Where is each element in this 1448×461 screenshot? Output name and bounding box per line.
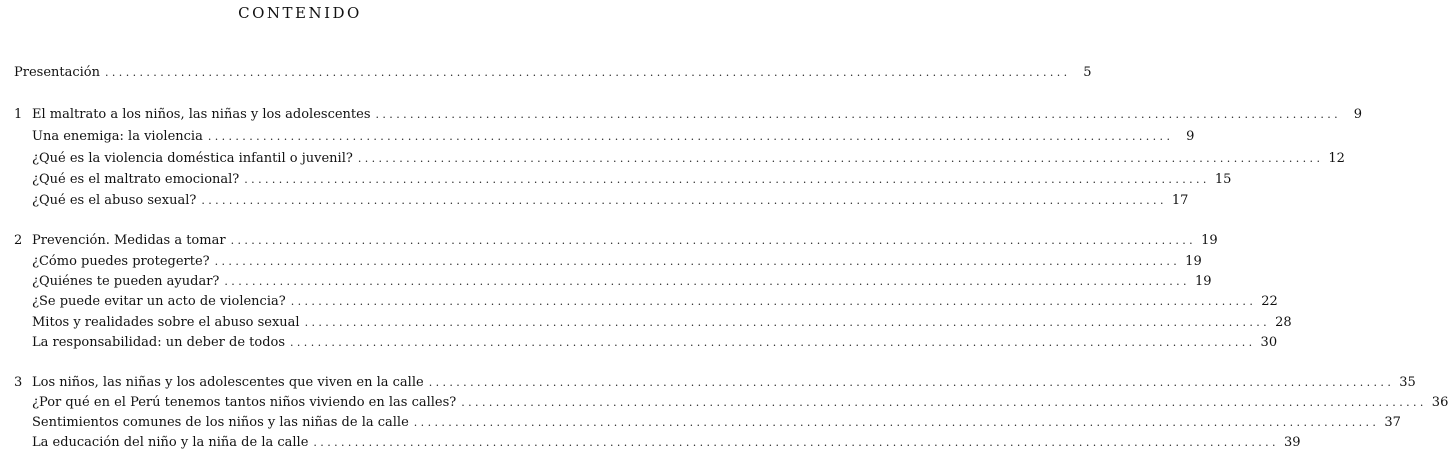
dot-leader: ............................................................................................................................................ bbox=[428, 376, 1395, 389]
entry-title: Prevención. Medidas a tomar bbox=[32, 233, 226, 248]
chapter-number: 2 bbox=[14, 233, 23, 248]
toc-entry[interactable] bbox=[32, 393, 1448, 411]
dot-leader: ............................................................................................................................................ bbox=[224, 275, 1190, 288]
dot-leader: ............................................................................................................................................ bbox=[461, 396, 1427, 409]
toc-entry[interactable] bbox=[32, 191, 1189, 209]
entry-title: ¿Quiénes te pueden ayudar? bbox=[32, 274, 220, 289]
chapter-number: 1 bbox=[14, 107, 23, 122]
dot-leader: ............................................................................................................................................ bbox=[105, 66, 1071, 79]
entry-title: Sentimientos comunes de los niños y las niñas de la calle bbox=[32, 415, 409, 430]
entry-title: ¿Qué es el abuso sexual? bbox=[32, 193, 197, 208]
entry-title: Mitos y realidades sobre el abuso sexual bbox=[32, 315, 300, 330]
chapter-number: 3 bbox=[14, 375, 23, 390]
entry-page: 12 bbox=[1328, 151, 1345, 166]
toc-entry[interactable] bbox=[32, 170, 1232, 188]
toc-entry[interactable] bbox=[32, 127, 1195, 145]
toc-entry[interactable] bbox=[32, 272, 1212, 290]
entry-title: La educación del niño y la niña de la calle bbox=[32, 435, 309, 450]
entry-page: 30 bbox=[1260, 335, 1278, 350]
entry-title: Los niños, las niñas y los adolescentes que viven en la calle bbox=[32, 375, 424, 390]
entry-page: 5 bbox=[1083, 65, 1092, 80]
dot-leader: ............................................................................................................................................ bbox=[357, 152, 1324, 165]
entry-title: ¿Qué es el maltrato emocional? bbox=[32, 172, 240, 187]
entry-title: ¿Se puede evitar un acto de violencia? bbox=[32, 294, 286, 309]
toc-entry[interactable] bbox=[32, 413, 1401, 431]
entry-title: Presentación bbox=[14, 65, 101, 80]
dot-leader: ............................................................................................................................................ bbox=[290, 295, 1257, 308]
toc-entry[interactable] bbox=[32, 433, 1301, 451]
entry-page: 9 bbox=[1186, 129, 1195, 144]
entry-page: 36 bbox=[1431, 395, 1448, 410]
dot-leader: ............................................................................................................................................ bbox=[290, 336, 1256, 349]
dot-leader: ............................................................................................................................................ bbox=[304, 316, 1271, 329]
entry-page: 19 bbox=[1185, 254, 1202, 269]
toc-chapter-2[interactable] bbox=[14, 231, 1218, 249]
entry-title: La responsabilidad: un deber de todos bbox=[32, 335, 286, 350]
entry-page: 15 bbox=[1214, 172, 1232, 187]
entry-page: 19 bbox=[1201, 233, 1218, 248]
page-title: CONTENIDO bbox=[238, 4, 362, 22]
toc-entry[interactable] bbox=[32, 313, 1292, 331]
dot-leader: ............................................................................................................................................ bbox=[230, 234, 1197, 247]
dot-leader: ............................................................................................................................................ bbox=[244, 173, 1210, 186]
toc-entry[interactable] bbox=[32, 149, 1345, 167]
entry-title: Una enemiga: la violencia bbox=[32, 129, 203, 144]
entry-page: 9 bbox=[1353, 107, 1363, 122]
entry-title: El maltrato a los niños, las niñas y los adolescentes bbox=[32, 107, 371, 122]
entry-page: 17 bbox=[1171, 193, 1189, 208]
entry-title: ¿Cómo puedes protegerte? bbox=[32, 254, 210, 269]
dot-leader: ............................................................................................................................................ bbox=[313, 436, 1279, 449]
dot-leader: ............................................................................................................................................ bbox=[413, 416, 1380, 429]
toc-entry[interactable] bbox=[32, 292, 1278, 310]
entry-page: 19 bbox=[1194, 274, 1212, 289]
toc-chapter-3[interactable] bbox=[14, 373, 1416, 391]
dot-leader: ............................................................................................................................................ bbox=[201, 194, 1167, 207]
dot-leader: ............................................................................................................................................ bbox=[207, 130, 1174, 143]
dot-leader: ............................................................................................................................................ bbox=[214, 255, 1181, 268]
entry-title: ¿Por qué en el Perú tenemos tantos niños viviendo en las calles? bbox=[32, 395, 457, 410]
toc-entry[interactable] bbox=[32, 252, 1202, 270]
entry-page: 35 bbox=[1399, 375, 1416, 390]
entry-page: 22 bbox=[1261, 294, 1278, 309]
dot-leader: ............................................................................................................................................ bbox=[375, 108, 1342, 121]
entry-page: 37 bbox=[1384, 415, 1401, 430]
entry-title: ¿Qué es la violencia doméstica infantil o juvenil? bbox=[32, 151, 353, 166]
toc-entry-presentacion[interactable] bbox=[14, 63, 1092, 81]
toc-chapter-1[interactable] bbox=[14, 105, 1363, 123]
toc-entry[interactable] bbox=[32, 333, 1278, 351]
entry-page: 28 bbox=[1275, 315, 1292, 330]
entry-page: 39 bbox=[1283, 435, 1301, 450]
